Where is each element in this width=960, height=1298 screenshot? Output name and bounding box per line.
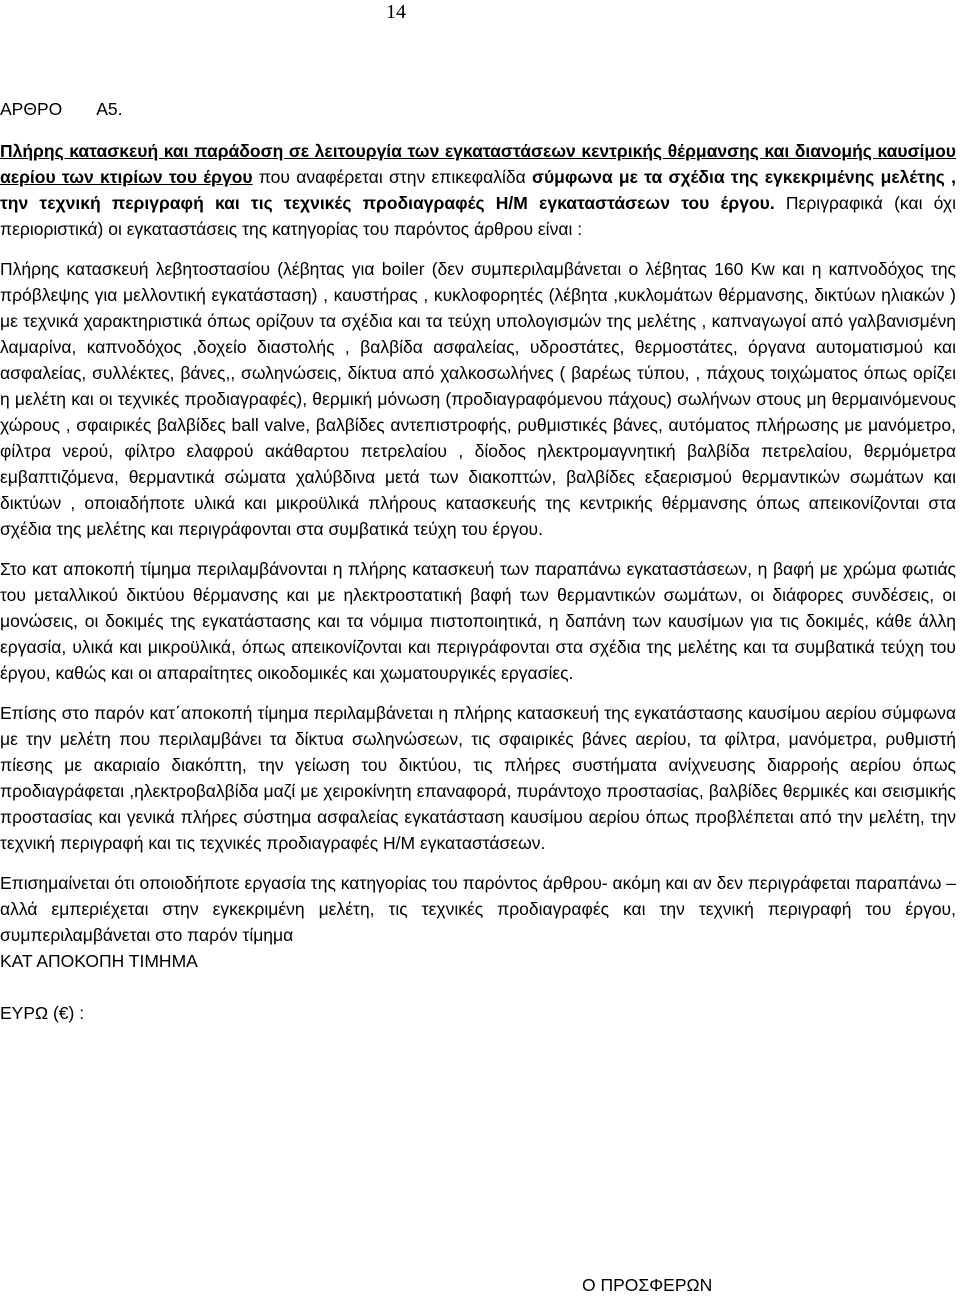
article-body <box>0 96 956 1026</box>
paragraph-boiler-room: Πλήρης κατασκευή λεβητοστασίου (λέβητας για boiler (δεν συμπεριλαμβάνεται ο λέβητας 160 Kw και η καπνοδόχος της πρόβλεψης για μελλοντική εγκατάσταση) , καυστήρας , κυκλοφορητές (λέβητα ,κυκλομάτων θέρμανσης, δικτύων ηλιακών ) με τεχνικά χαρακτηριστικά όπως ορίζουν τα σχέδια και τα τεύχη υπολογισμών της μελέτης , καπναγωγοί από γαλβανισμένη λαμαρίνα, καπνοδόχος ,δοχείο διαστολής , βαλβίδα ασφαλείας, υδροστάτες, θερμοστάτες, όργανα αυτοματισμού και ασφαλείας, συλλέκτες, βάνες,, σωληνώσεις, δίκτυα από χαλκοσωλήνες ( βαρέως τύπου, , πάχους τοιχώματος όπως ορίζει η μελέτη και οι τεχνικές προδιαγραφές), θερμική μόνωση (προδιαγραφόμενου πάχους) σωλήνων στους μη θερμαινόμενους χώρους , σφαιρικές βαλβίδες ball valve, βαλβίδες αντεπιστροφής, ρυθμιστικές βάνες, αυτόματος πλήρωσης με μανόμετρο, φίλτρα νερού, φίλτρο ελαφρού ακάθαρτου πετρελαίου , δίοδος ηλεκτρομαγνητική βαλβίδα πετρελαίου, θερμόμετρα εμβαπτιζόμενα, θερμαντικά σώματα χαλύβδινα μετά των διακοπτών, βαλβίδες εξαερισμού θερμαντικών σωμάτων και δικτύων , οποιαδήποτε υλικά και μικροϋλικά πλήρους κατασκευής της κεντρικής θέρμανσης όπως απεικονίζονται στα σχέδια της μελέτης και περιγράφονται στα συμβατικά τεύχη του έργου. <box>0 259 956 539</box>
bidder-signature-label: Ο ΠΡΟΣΦΕΡΩΝ <box>582 1275 713 1295</box>
paragraph-gas-installation: Επίσης στο παρόν κατ΄αποκοπή τίμημα περιλαμβάνεται η πλήρης κατασκευή της εγκατάστασης καυσίμου αερίου σύμφωνα με την μελέτη που περιλαμβάνει τα δίκτυα σωληνώσεων, τις σφαιρικές βάνες αερίου, τα φίλτρα, μανόμετρα, ρυθμιστή πίεσης με ακαριαίο διακόπτη, την γείωση του δικτύου, τις πλήρες συστήματα ανίχνευσης διαρροής αερίου όπως προδιαγράφεται ,ηλεκτροβαλβίδα μαζί με χειροκίνητη επαναφορά, πυράντοχο προστασίας, βαλβίδες θερμικές και σεισμικής προστασίας και γενικά πλήρες σύστημα ασφαλείας εγκατάσταση καυσίμου αερίου όπως προβλέπεται από την μελέτη, την τεχνική περιγραφή και τις τεχνικές προδιαγραφές Η/Μ εγκαταστάσεων. <box>0 703 956 853</box>
euro-amount-label: ΕΥΡΩ (€) : <box>0 1003 85 1023</box>
intro-paragraph <box>0 138 956 242</box>
article-code: Α5. <box>96 99 123 119</box>
intro-text-1: που αναφέρεται στην επικεφαλίδα <box>252 167 532 187</box>
article-heading <box>0 96 956 122</box>
intro-text-2: Περιγραφικά (και όχι περιοριστικά) οι εγκαταστάσεις της κατηγορίας του παρόντος άρθρου είναι : <box>0 193 956 239</box>
intro-title: Πλήρης κατασκευή και παράδοση σε λειτουργία των εγκαταστάσεων κεντρικής θέρμανσης και διανομής καυσίμου αερίου των κτιρίων του έργου <box>0 141 956 187</box>
paragraph-lump-sum: Στο κατ αποκοπή τίμημα περιλαμβάνονται η πλήρης κατασκευή των παραπάνω εγκαταστάσεων, η βαφή με χρώμα φωτιάς του μεταλλικού δικτύου θέρμανσης και με ηλεκτροστατική βαφή των θερμαντικών σωμάτων, οι διάφορες συνδέσεις, οι μονώσεις, οι δοκιμές της εγκατάστασης και τα νόμιμα πιστοποιητικά, η δαπάνη των καυσίμων για τις δοκιμές, κάθε άλλη εργασία, υλικά και μικροϋλικά, όπως απεικονίζονται και περιγράφονται στα σχέδια της μελέτης και τα συμβατικά τεύχη του έργου, καθώς και οι απαραίτητες οικοδομικές και χωματουργικές εργασίες. <box>0 559 956 683</box>
article-label: ΑΡΘΡΟ <box>0 99 63 119</box>
paragraph-note: Επισημαίνεται ότι οποιοδήποτε εργασία της κατηγορίας του παρόντος άρθρου- ακόμη και αν δεν περιγράφεται παραπάνω – αλλά εμπεριέχεται στην εγκεκριμένη μελέτη, τις τεχνικές προδιαγραφές και την τεχνική περιγραφή του έργου, συμπεριλαμβάνεται στο παρόν τίμημα <box>0 873 956 945</box>
intro-bold-text: σύμφωνα με τα σχέδια της εγκεκριμένης μελέτης , την τεχνική περιγραφή και τις τεχνικές προδιαγραφές Η/Μ εγκαταστάσεων του έργου. <box>0 167 957 213</box>
page-number: 14 <box>386 1 406 23</box>
lump-sum-label: ΚΑΤ ΑΠΟΚΟΠΗ ΤΙΜΗΜΑ <box>0 951 198 971</box>
